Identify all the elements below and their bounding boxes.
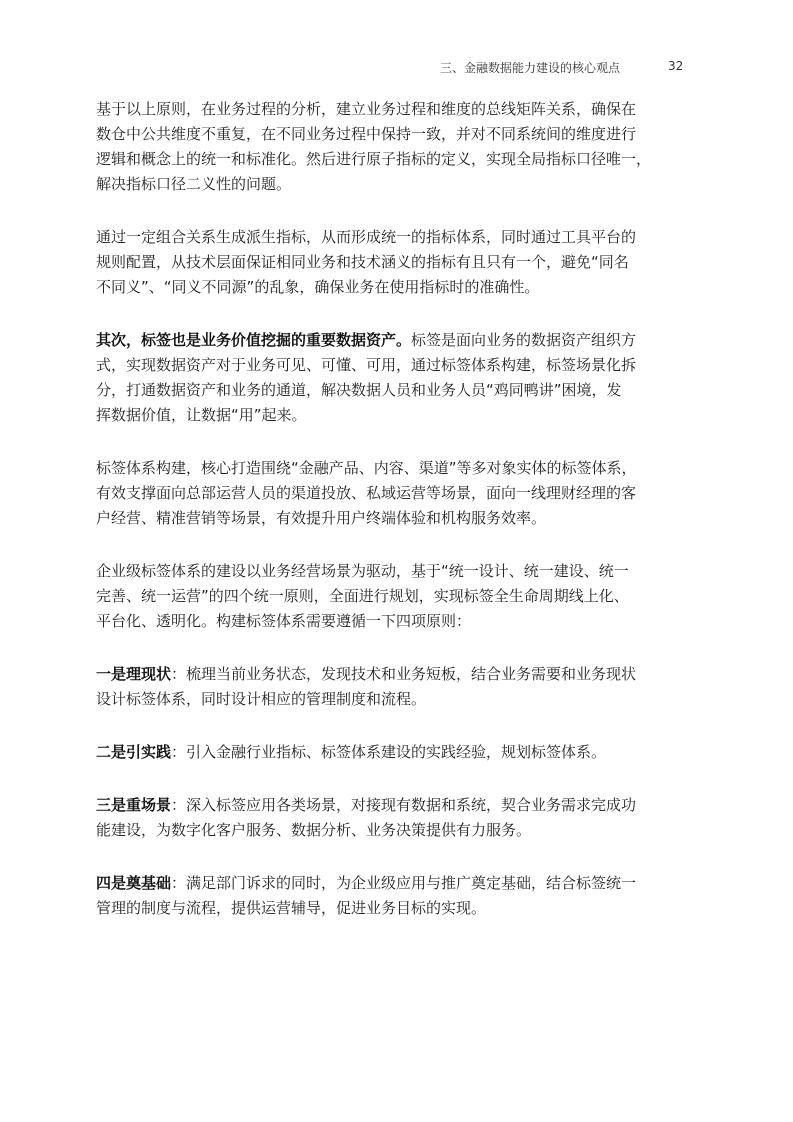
text-line	[96, 662, 666, 687]
text-line: 式，实现数据资产对于业务可见、可懂、可用，通过标签体系构建，标签场景化拆	[96, 356, 637, 374]
text-line	[96, 740, 666, 765]
text-line: 标签体系构建，核心打造围绕“金融产品、内容、渠道”等多对象实体的标签体系，	[96, 459, 637, 477]
text-line: 有效支撑面向总部运营人员的渠道投放、私域运营等场景，面向一线理财经理的客	[96, 484, 637, 502]
principle-four	[96, 871, 666, 921]
page-number: 32	[668, 59, 684, 73]
text-line: 数仓中公共维度不重复，在不同业务过程中保持一致，并对不同系统间的维度进行	[96, 125, 637, 143]
text-line	[96, 328, 666, 353]
paragraph-tags-asset	[96, 328, 666, 428]
principle-three	[96, 793, 666, 843]
principle-one	[96, 662, 666, 712]
principle-lead-bold: 二是引实践	[96, 743, 172, 761]
lead-line-rest: ：满足部门诉求的同时，为企业级应用与推广奠定基础，结合标签统一	[171, 874, 637, 892]
lead-line-rest: ：引入金融行业指标、标签体系建设的实践经验，规划标签体系。	[171, 743, 607, 761]
text-line: 逻辑和概念上的统一和标准化。然后进行原子指标的定义，实现全局指标口径唯一，	[96, 150, 652, 168]
principle-lead-bold: 一是理现状	[96, 665, 172, 683]
running-header: 三、金融数据能力建设的核心观点	[440, 61, 621, 75]
text-line: 户经营、精准营销等场景，有效提升用户终端体验和机构服务效率。	[96, 509, 547, 527]
document-body	[96, 97, 666, 921]
text-line: 企业级标签体系的建设以业务经营场景为驱动，基于“统一设计、统一建设、统一	[96, 562, 629, 580]
text-line: 分，打通数据资产和业务的通道，解决数据人员和业务人员“鸡同鸭讲”困境，发	[96, 381, 622, 399]
principle-two	[96, 740, 666, 765]
text-line: 设计标签体系，同时设计相应的管理制度和流程。	[96, 690, 427, 708]
lead-line-rest: ：深入标签应用各类场景，对接现有数据和系统，契合业务需求完成功	[171, 796, 637, 814]
text-line: 解决指标口径二义性的问题。	[96, 175, 292, 193]
text-line: 不同义”、“同义不同源”的乱象，确保业务在使用指标时的准确性。	[96, 278, 540, 296]
text-line: 平台化、透明化。构建标签体系需要遵循一下四项原则：	[96, 612, 472, 630]
text-line	[96, 793, 666, 818]
principle-lead-bold: 四是奠基础	[96, 874, 172, 892]
text-line: 管理的制度与流程，提供运营辅导，促进业务目标的实现。	[96, 899, 487, 917]
text-line: 规则配置，从技术层面保证相同业务和技术涵义的指标有且只有一个，避免“同名	[96, 253, 629, 271]
text-line: 能建设，为数字化客户服务、数据分析、业务决策提供有力服务。	[96, 821, 532, 839]
principle-lead-bold: 三是重场景	[96, 796, 172, 814]
paragraph-derived-metrics	[96, 225, 666, 300]
lead-line-rest: 标签是面向业务的数据资产组织方	[411, 331, 637, 349]
text-line: 通过一定组合关系生成派生指标，从而形成统一的指标体系，同时通过工具平台的	[96, 228, 637, 246]
paragraph-bus-matrix	[96, 97, 666, 197]
paragraph-lead-bold: 其次，标签也是业务价值挖掘的重要数据资产。	[96, 331, 412, 349]
lead-line-rest: ：梳理当前业务状态，发现技术和业务短板，结合业务需要和业务现状	[171, 665, 637, 683]
paragraph-tag-system	[96, 456, 666, 531]
paragraph-enterprise-tags	[96, 559, 666, 634]
text-line	[96, 871, 666, 896]
text-line: 完善、统一运营”的四个统一原则，全面进行规划，实现标签全生命周期线上化、	[96, 587, 629, 605]
text-line: 挥数据价值，让数据“用”起来。	[96, 406, 307, 424]
text-line: 基于以上原则，在业务过程的分析，建立业务过程和维度的总线矩阵关系，确保在	[96, 100, 637, 118]
